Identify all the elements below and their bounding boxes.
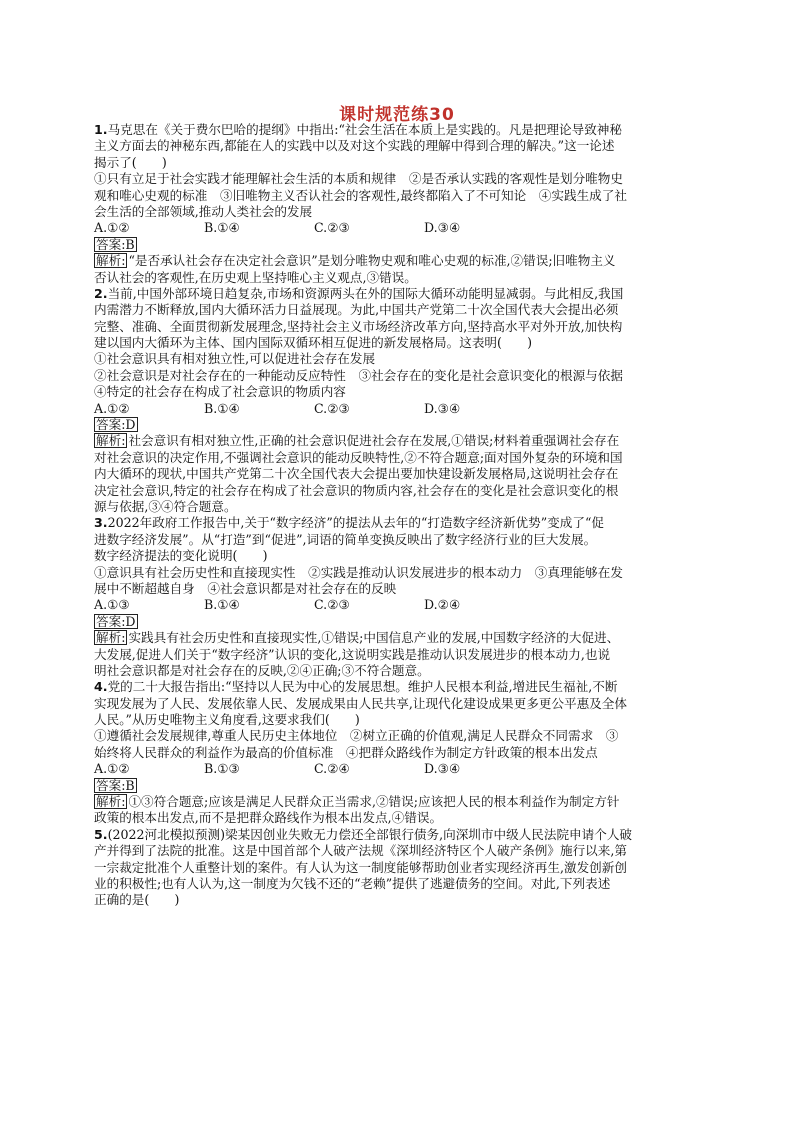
analysis-line xyxy=(94,663,716,679)
option-statement-line: ②社会意识是对社会存在的一种能动反应特性 ③社会存在的变化是社会意识变化的根源与依据 xyxy=(94,367,623,383)
option-statement-line: ①社会意识具有相对独立性,可以促进社会存在发展 xyxy=(94,351,376,367)
analysis-line xyxy=(94,794,716,810)
stem-text: 党的二十大报告指出:“坚持以人民为中心的发展思想。维护人民根本利益,增进民生福祉,不断 xyxy=(107,679,618,695)
question-stem-line xyxy=(94,696,716,712)
analysis-line xyxy=(94,630,716,646)
analysis-text: 社会意识有相对独立性,正确的社会意识促进社会存在发展,①错误;材料着重强调社会存在 xyxy=(128,433,620,449)
answer-label: 答案:D xyxy=(96,417,136,433)
analysis-text: 对社会意识的决定作用,不强调社会意识的能动反映特性,②不符合题意;面对国外复杂的环境和国 xyxy=(94,449,623,465)
choice-option: A.①② xyxy=(94,761,130,777)
choice-option: A.①② xyxy=(94,220,130,236)
choice-row xyxy=(94,220,716,236)
analysis-label: 解析: xyxy=(96,794,126,810)
stem-text: 揭示了( ) xyxy=(94,154,167,170)
stem-text: 内需潜力不断释放,国内大循环活力日益展现。为此,中国共产党第二十次全国代表大会提出必须 xyxy=(94,302,619,318)
answer-line xyxy=(94,778,716,794)
question-stem-line xyxy=(94,138,716,154)
question-number: 3. xyxy=(94,515,108,531)
analysis-line xyxy=(94,499,716,515)
question-block xyxy=(94,286,716,515)
question-stem-line xyxy=(94,679,716,695)
option-statement-line: 始终将人民群众的利益作为最高的价值标准 ④把群众路线作为制定方针政策的根本出发点 xyxy=(94,744,598,760)
question-list xyxy=(94,122,716,909)
choice-option: B.①③ xyxy=(204,761,240,777)
choice-option: D.③④ xyxy=(424,400,461,416)
option-statement-line: 观和唯心史观的标准 ③旧唯物主义否认社会的客观性,最终都陷入了不可知论 ④实践生成了社 xyxy=(94,187,627,203)
analysis-line xyxy=(94,647,716,663)
stem-text: 一宗裁定批准个人重整计划的案件。有人认为这一制度能够帮助创业者实现经济再生,激发创新创 xyxy=(94,859,627,875)
choice-option: A.①② xyxy=(94,400,130,416)
question-stem-line xyxy=(94,122,716,138)
stem-text: 2022年政府工作报告中,关于“数字经济”的提法从去年的“打造数字经济新优势”变成了“促 xyxy=(107,515,604,531)
question-stem-line xyxy=(94,876,716,892)
stem-text: 进数字经济发展”。从“打造”到“促进”,词语的简单变换反映出了数字经济行业的巨大发展。 xyxy=(94,531,597,547)
analysis-line xyxy=(94,810,716,826)
stem-text: 主义方面去的神秘东西,都能在人的实践中以及对这个实践的理解中得到合理的解决。”这一论述 xyxy=(94,138,615,154)
question-stem-line xyxy=(94,860,716,876)
question-stem-line xyxy=(94,319,716,335)
option-statement-line: 展中不断超越自身 ④社会意识都是对社会存在的反映 xyxy=(94,580,397,596)
analysis-line xyxy=(94,450,716,466)
option-statement-line: 会生活的全部领域,推动人类社会的发展 xyxy=(94,203,313,219)
stem-text: 建以国内大循环为主体、国内国际双循环相互促进的新发展格局。这表明( ) xyxy=(94,335,533,351)
choice-row xyxy=(94,401,716,417)
stem-text: (2022河北模拟预测)梁某因创业失败无力偿还全部银行债务,向深圳市中级人民法院申请个人破 xyxy=(107,826,633,842)
question-stem-line xyxy=(94,827,716,843)
stem-text: 实现发展为了人民、发展依靠人民、发展成果由人民共享,让现代化建设成果更多更公平惠及全体 xyxy=(94,695,627,711)
question-stem-line xyxy=(94,335,716,351)
choice-option: C.②④ xyxy=(314,761,350,777)
answer-label: 答案:D xyxy=(96,613,136,629)
question-block xyxy=(94,827,716,909)
analysis-text: 否认社会的客观性,在历史观上坚持唯心主义观点,③错误。 xyxy=(94,269,417,285)
question-stem-line xyxy=(94,548,716,564)
question-stem-line xyxy=(94,155,716,171)
choice-option: B.①④ xyxy=(204,220,240,236)
analysis-label: 解析: xyxy=(96,253,126,269)
answer-label: 答案:B xyxy=(96,777,135,793)
analysis-text: 政策的根本出发点,而不是把群众路线作为根本出发点,④错误。 xyxy=(94,810,443,826)
stem-text: 数字经济提法的变化说明( ) xyxy=(94,548,268,564)
question-stem-line xyxy=(94,286,716,302)
choice-option: D.③④ xyxy=(424,220,461,236)
analysis-line xyxy=(94,483,716,499)
choice-option: C.②③ xyxy=(314,400,350,416)
answer-line xyxy=(94,237,716,253)
analysis-text: 明社会意识都是对社会存在的反映,②④正确;③不符合题意。 xyxy=(94,662,430,678)
question-stem-line xyxy=(94,712,716,728)
question-number: 1. xyxy=(94,122,108,137)
question-stem-line xyxy=(94,515,716,531)
analysis-line xyxy=(94,253,716,269)
analysis-line xyxy=(94,466,716,482)
analysis-line xyxy=(94,270,716,286)
question-number: 4. xyxy=(94,679,108,695)
question-block xyxy=(94,679,716,827)
answer-label: 答案:B xyxy=(96,236,135,252)
question-stem-line xyxy=(94,532,716,548)
stem-text: 完整、准确、全面贯彻新发展理念,坚持社会主义市场经济改革方向,坚持高水平对外开放,加快构 xyxy=(94,318,623,334)
choice-option: D.③④ xyxy=(424,761,461,777)
analysis-text: 实践具有社会历史性和直接现实性,①错误;中国信息产业的发展,中国数字经济的大促进、 xyxy=(128,630,620,646)
stem-text: 马克思在《关于费尔巴哈的提纲》中指出:“社会生活在本质上是实践的。凡是把理论导致神秘 xyxy=(107,122,622,137)
question-stem-line xyxy=(94,843,716,859)
analysis-label: 解析: xyxy=(96,433,126,449)
answer-line xyxy=(94,614,716,630)
stem-text: 产并得到了法院的批准。这是中国首部个人破产法规《深圳经济特区个人破产条例》施行以来,第 xyxy=(94,843,627,859)
analysis-text: “是否承认社会存在决定社会意识”是划分唯物史观和唯心史观的标准,②错误;旧唯物主义 xyxy=(128,253,616,269)
choice-option: B.①④ xyxy=(204,597,240,613)
question-stem-line xyxy=(94,302,716,318)
stem-text: 正确的是( ) xyxy=(94,892,180,908)
question-number: 2. xyxy=(94,285,108,301)
stem-text: 人民。”从历史唯物主义角度看,这要求我们( ) xyxy=(94,712,360,728)
choice-option: C.②③ xyxy=(314,220,350,236)
analysis-text: ①③符合题意;应该是满足人民群众正当需求,②错误;应该把人民的根本利益作为制定方针 xyxy=(128,794,620,810)
option-statement-line: ①遵循社会发展规律,尊重人民历史主体地位 ②树立正确的价值观,满足人民群众不同需求 ③ xyxy=(94,728,619,744)
choice-option: A.①③ xyxy=(94,597,130,613)
choice-row xyxy=(94,761,716,777)
stem-text: 当前,中国外部环境日趋复杂,市场和资源两头在外的国际大循环动能明显减弱。与此相反,我国 xyxy=(107,285,624,301)
analysis-line xyxy=(94,433,716,449)
analysis-text: 内大循环的现状,中国共产党第二十次全国代表大会提出要加快建设新发展格局,这说明社会存在 xyxy=(94,466,619,482)
choice-option: D.②④ xyxy=(424,597,461,613)
answer-line xyxy=(94,417,716,433)
page-title: 课时规范练30 xyxy=(339,105,455,125)
question-stem-line xyxy=(94,892,716,908)
choice-option: B.①④ xyxy=(204,400,240,416)
stem-text: 业的积极性;也有人认为,这一制度为欠钱不还的“老赖”提供了逃避债务的空间。对此,下列表述 xyxy=(94,875,611,891)
analysis-text: 大发展,促进人们关于“数字经济”认识的变化,这说明实践是推动认识发展进步的根本动力,也说 xyxy=(94,646,611,662)
question-number: 5. xyxy=(94,826,108,842)
question-block xyxy=(94,122,716,286)
analysis-text: 决定社会意识,特定的社会存在构成了社会意识的物质内容,社会存在的变化是社会意识变化的根 xyxy=(94,482,619,498)
option-statement-line: ④特定的社会存在构成了社会意识的物质内容 xyxy=(94,384,346,400)
choice-row xyxy=(94,597,716,613)
option-statement-line: ①只有立足于社会实践才能理解社会生活的本质和规律 ②是否承认实践的客观性是划分唯物史 xyxy=(94,171,623,187)
choice-option: C.②③ xyxy=(314,597,350,613)
question-block xyxy=(94,515,716,679)
option-statement-line: ①意识具有社会历史性和直接现实性 ②实践是推动认识发展进步的根本动力 ③真理能够在发 xyxy=(94,564,623,580)
analysis-text: 源与依据,③④符合题意。 xyxy=(94,498,237,514)
analysis-label: 解析: xyxy=(96,630,126,646)
